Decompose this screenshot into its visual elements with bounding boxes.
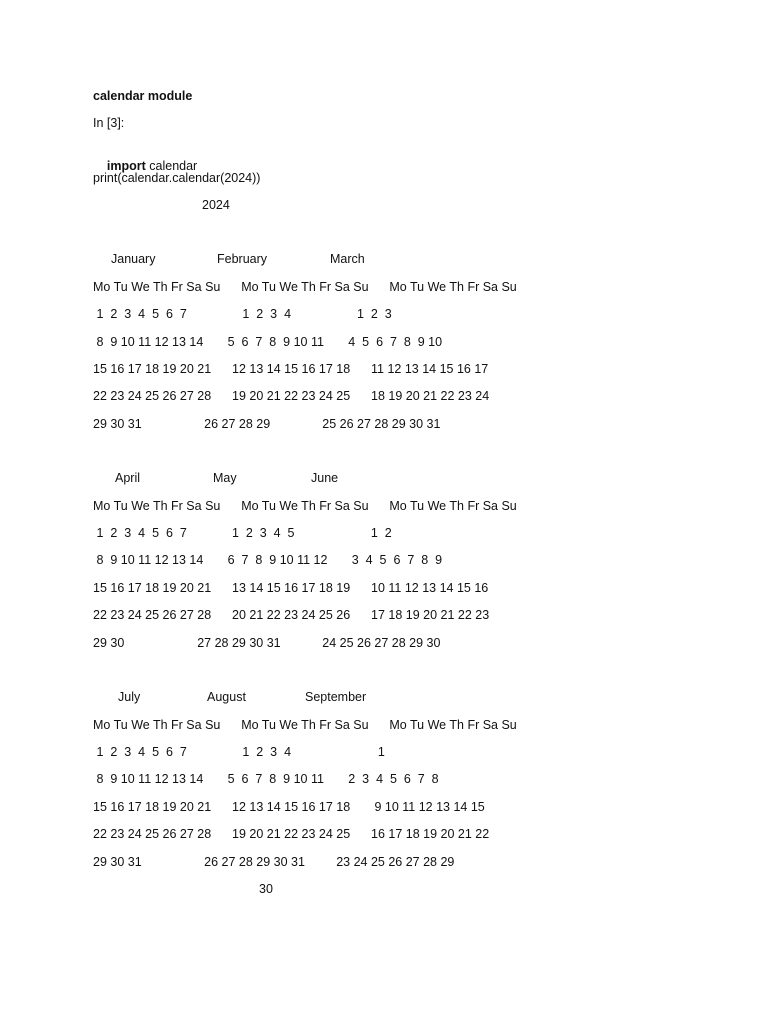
weekday-header: Mo Tu We Th Fr Sa Su Mo Tu We Th Fr Sa Su Mo Tu We Th Fr Sa Su	[93, 718, 517, 732]
week-row: 29 30 31 26 27 28 29 30 31 23 24 25 26 27 28 29	[93, 855, 455, 869]
week-row: 22 23 24 25 26 27 28 19 20 21 22 23 24 25 18 19 20 21 22 23 24	[93, 389, 490, 403]
calendar-year: 2024	[202, 198, 230, 212]
month-name-august: August	[207, 690, 246, 704]
import-keyword: import	[106, 159, 146, 173]
week-row: 15 16 17 18 19 20 21 13 14 15 16 17 18 19 10 11 12 13 14 15 16	[93, 581, 489, 595]
month-name-february: February	[217, 252, 268, 266]
week-row: 8 9 10 11 12 13 14 5 6 7 8 9 10 11 2 3 4 5 6 7 8	[93, 772, 439, 786]
month-name-june: June	[311, 471, 339, 485]
month-name-april: April	[115, 471, 141, 485]
week-row: 22 23 24 25 26 27 28 20 21 22 23 24 25 26 17 18 19 20 21 22 23	[93, 608, 490, 622]
week-row-overflow: 30	[259, 882, 273, 896]
month-name-may: May	[213, 471, 237, 485]
week-row: 8 9 10 11 12 13 14 5 6 7 8 9 10 11 4 5 6 7 8 9 10	[93, 335, 443, 349]
import-module: calendar	[145, 159, 198, 173]
week-row: 29 30 31 26 27 28 29 25 26 27 28 29 30 31	[93, 417, 441, 431]
cell-prompt: In [3]:	[93, 116, 125, 130]
section-heading: calendar module	[93, 89, 193, 103]
week-row: 8 9 10 11 12 13 14 6 7 8 9 10 11 12 3 4 5 6 7 8 9	[93, 553, 443, 567]
weekday-header: Mo Tu We Th Fr Sa Su Mo Tu We Th Fr Sa Su Mo Tu We Th Fr Sa Su	[93, 499, 517, 513]
week-row: 1 2 3 4 5 6 7 1 2 3 4 1 2 3	[93, 307, 392, 321]
month-name-september: September	[305, 690, 367, 704]
week-row: 1 2 3 4 5 6 7 1 2 3 4 1	[93, 745, 385, 759]
week-row: 15 16 17 18 19 20 21 12 13 14 15 16 17 18 11 12 13 14 15 16 17	[93, 362, 489, 376]
week-row: 29 30 27 28 29 30 31 24 25 26 27 28 29 30	[93, 636, 441, 650]
weekday-header: Mo Tu We Th Fr Sa Su Mo Tu We Th Fr Sa Su Mo Tu We Th Fr Sa Su	[93, 280, 517, 294]
month-name-january: January	[111, 252, 156, 266]
week-row: 15 16 17 18 19 20 21 12 13 14 15 16 17 18 9 10 11 12 13 14 15	[93, 800, 485, 814]
month-name-july: July	[118, 690, 141, 704]
week-row: 22 23 24 25 26 27 28 19 20 21 22 23 24 25 16 17 18 19 20 21 22	[93, 827, 490, 841]
code-print-line: print(calendar.calendar(2024))	[93, 171, 261, 185]
week-row: 1 2 3 4 5 6 7 1 2 3 4 5 1 2	[93, 526, 392, 540]
month-name-march: March	[330, 252, 365, 266]
